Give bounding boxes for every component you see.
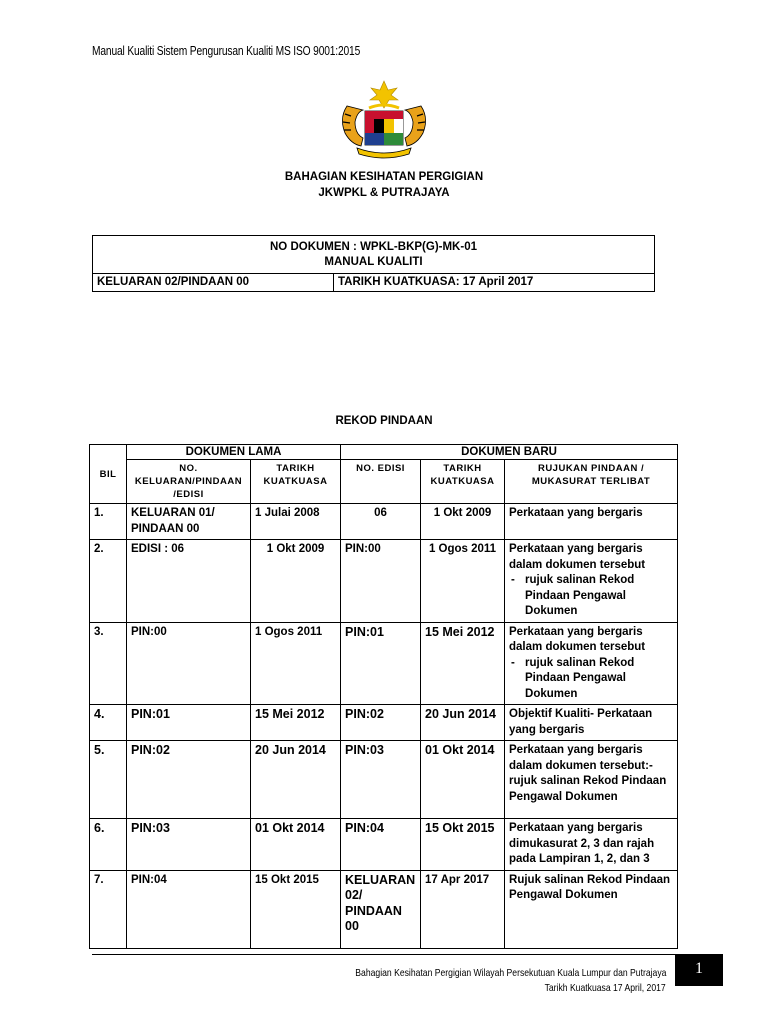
table-row [90, 705, 678, 741]
cell-baru-tarikh: 20 Jun 2014 [421, 705, 505, 741]
cell-lama-tarikh: 1 Ogos 2011 [251, 622, 341, 705]
cell-bil: 5. [90, 741, 127, 819]
header-dokumen-lama: DOKUMEN LAMA [127, 445, 341, 460]
cell-bil: 1. [90, 504, 127, 540]
table-row [90, 622, 678, 705]
cell-lama-no: KELUARAN 01/ PINDAAN 00 [127, 504, 251, 540]
org-name-line1: BAHAGIAN KESIHATAN PERGIGIAN [284, 171, 484, 183]
footer-divider [92, 954, 675, 955]
cell-bil: 7. [90, 870, 127, 948]
header-bil: BIL [90, 445, 127, 504]
table-row [90, 741, 678, 819]
org-name-line2: JKWPKL & PUTRAJAYA [318, 187, 450, 199]
footer-date: Tarikh Kuatkuasa 17 April, 2017 [544, 982, 666, 994]
cell-lama-tarikh: 1 Julai 2008 [251, 504, 341, 540]
cell-baru-tarikh: 1 Okt 2009 [421, 504, 505, 540]
footer-org: Bahagian Kesihatan Pergigian Wilayah Persekutuan Kuala Lumpur dan Putrajaya [354, 967, 666, 979]
cell-rujukan: Perkataan yang bergaris [505, 504, 678, 540]
cell-baru-no: PIN:04 [341, 819, 421, 871]
header-lama-tarikh: TARIKH KUATKUASA [251, 460, 341, 504]
cell-rujukan: Perkataan yang bergaris dalam dokumen tersebut:- rujuk salinan Rekod Pindaan Pengawal Dokumen [505, 741, 678, 819]
header-baru-no: NO. EDISI [341, 460, 421, 504]
table-row [90, 870, 678, 948]
header-dokumen-baru: DOKUMEN BARU [341, 445, 678, 460]
table-row [90, 540, 678, 623]
rujukan-bullet: - rujuk salinan Rekod Pindaan Pengawal Dokumen [509, 573, 673, 620]
cell-lama-tarikh: 1 Okt 2009 [251, 540, 341, 623]
cell-lama-no: PIN:04 [127, 870, 251, 948]
cell-baru-tarikh: 1 Ogos 2011 [421, 540, 505, 623]
cell-lama-tarikh: 15 Mei 2012 [251, 705, 341, 741]
cell-rujukan [505, 622, 678, 705]
cell-baru-tarikh: 15 Mei 2012 [421, 622, 505, 705]
cell-baru-tarikh: 01 Okt 2014 [421, 741, 505, 819]
cell-baru-no: KELUARAN 02/ PINDAAN 00 [341, 870, 421, 948]
running-header: Manual Kualiti Sistem Pengurusan Kualiti MS ISO 9001:2015 [92, 44, 361, 58]
cell-lama-no: PIN:03 [127, 819, 251, 871]
cell-lama-no: PIN:00 [127, 622, 251, 705]
malaysia-coat-of-arms-icon [333, 78, 435, 160]
header-rujukan: RUJUKAN PINDAAN / MUKASURAT TERLIBAT [505, 460, 678, 504]
cell-baru-no: PIN:02 [341, 705, 421, 741]
cell-lama-no: PIN:01 [127, 705, 251, 741]
release-number: KELUARAN 02/PINDAAN 00 [93, 274, 334, 291]
cell-lama-no: EDISI : 06 [127, 540, 251, 623]
rujukan-text: Perkataan yang bergaris dalam dokumen tersebut [509, 543, 646, 571]
cell-lama-no: PIN:02 [127, 741, 251, 819]
cell-bil: 6. [90, 819, 127, 871]
amendment-record-title: REKOD PINDAAN [335, 415, 433, 427]
cell-baru-tarikh: 15 Okt 2015 [421, 819, 505, 871]
doc-number: NO DOKUMEN : WPKL-BKP(G)-MK-01 [270, 241, 477, 253]
cell-baru-tarikh: 17 Apr 2017 [421, 870, 505, 948]
cell-baru-no: PIN:00 [341, 540, 421, 623]
cell-rujukan [505, 540, 678, 623]
header-baru-tarikh: TARIKH KUATKUASA [421, 460, 505, 504]
cell-lama-tarikh: 20 Jun 2014 [251, 741, 341, 819]
table-row [90, 504, 678, 540]
doc-title: MANUAL KUALITI [324, 256, 423, 268]
cell-baru-no: 06 [341, 504, 421, 540]
cell-lama-tarikh: 15 Okt 2015 [251, 870, 341, 948]
cell-bil: 3. [90, 622, 127, 705]
cell-baru-no: PIN:03 [341, 741, 421, 819]
cell-baru-no: PIN:01 [341, 622, 421, 705]
table-row [90, 819, 678, 871]
document-info-box [92, 235, 655, 292]
effective-date: TARIKH KUATKUASA: 17 April 2017 [338, 276, 534, 288]
cell-bil: 2. [90, 540, 127, 623]
header-lama-no: NO. KELUARAN/PINDAAN /EDISI [127, 460, 251, 504]
cell-rujukan: Rujuk salinan Rekod Pindaan Pengawal Dokumen [505, 870, 678, 948]
page-number: 1 [675, 954, 723, 986]
cell-bil: 4. [90, 705, 127, 741]
cell-rujukan: Objektif Kualiti- Perkataan yang bergaris [505, 705, 678, 741]
rujukan-text: Perkataan yang bergaris dalam dokumen tersebut [509, 625, 646, 653]
cell-lama-tarikh: 01 Okt 2014 [251, 819, 341, 871]
cell-rujukan: Perkataan yang bergaris dimukasurat 2, 3 dan rajah pada Lampiran 1, 2, dan 3 [505, 819, 678, 871]
rujukan-bullet: - rujuk salinan Rekod Pindaan Pengawal Dokumen [509, 656, 673, 703]
amendment-record-table [89, 444, 678, 949]
